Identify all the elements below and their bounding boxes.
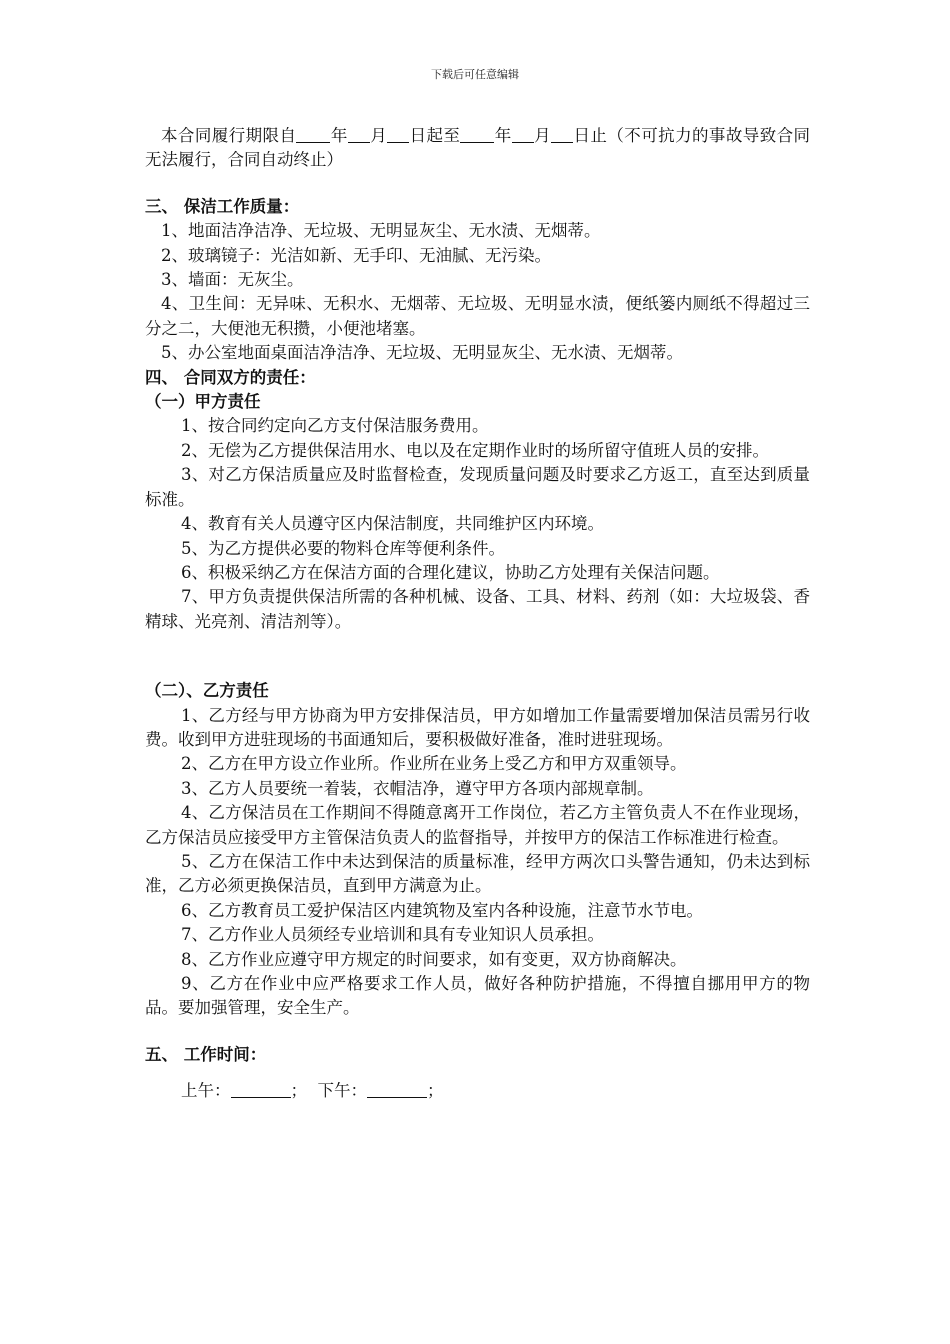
party-b-item: 6、乙方教育员工爱护保洁区内建筑物及室内各种设施，注意节水节电。: [181, 900, 703, 920]
am-separator: ；: [290, 1081, 307, 1101]
party-a-item: 7、甲方负责提供保洁所需的各种机械、设备、工具、材料、药剂（如：大垃圾袋、香精球、光亮剂、清洁剂等）。: [145, 587, 810, 631]
party-b-item: 5、乙方在保洁工作中未达到保洁的质量标准，经甲方两次口头警告通知，仍未达到标准，乙方必须更换保洁员，直到甲方满意为止。: [145, 851, 810, 896]
term-day-label: 日起至: [409, 126, 461, 145]
document-body: [145, 124, 810, 1104]
blank-start-day: [387, 126, 409, 143]
page-header-watermark: 下载后可任意编辑: [431, 68, 519, 81]
am-label: 上午：: [181, 1081, 231, 1101]
party-b-title: （二）、乙方责任: [145, 681, 269, 701]
party-b-item: 8、乙方作业应遵守甲方规定的时间要求，如有变更，双方协商解决。: [181, 949, 687, 969]
term-month-label: 月: [369, 126, 388, 145]
party-a-item: 1、按合同约定向乙方支付保洁服务费用。: [181, 416, 489, 436]
pm-label: 下午：: [317, 1081, 367, 1101]
blank-end-day: [551, 126, 573, 143]
party-b-item: 2、乙方在甲方设立作业所。作业所在业务上受乙方和甲方双重领导。: [181, 754, 687, 774]
party-a-item: 6、积极采纳乙方在保洁方面的合理化建议，协助乙方处理有关保洁问题。: [181, 562, 720, 582]
party-b-item: 3、乙方人员要统一着装，衣帽洁净，遵守甲方各项内部规章制。: [181, 778, 654, 798]
blank-end-month: [512, 126, 534, 143]
party-a-item: 5、为乙方提供必要的物料仓库等便利条件。: [181, 538, 505, 558]
work-time-row: [145, 1079, 810, 1103]
term-text-start: 本合同履行期限自: [161, 126, 297, 145]
party-b-item: 1、乙方经与甲方协商为甲方安排保洁员，甲方如增加工作量需要增加保洁员需另行收费。收到甲方进驻现场的书面通知后，要积极做好准备，准时进驻现场。: [145, 705, 810, 749]
contract-term-paragraph: [145, 124, 810, 173]
pm-time-blank: [367, 1081, 427, 1098]
party-a-item: 4、教育有关人员遵守区内保洁制度，共同维护区内环境。: [181, 514, 604, 534]
quality-item: 4、卫生间：无异味、无积水、无烟蒂、无垃圾、无明显水渍，便纸篓内厕纸不得超过三分之二，大便池无积攒，小便池堵塞。: [145, 294, 810, 338]
party-b-item: 4、乙方保洁员在工作期间不得随意离开工作岗位，若乙方主管负责人不在作业现场，乙方保洁员应接受甲方主管保洁负责人的监督指导，并按甲方的保洁工作标准进行检查。: [145, 803, 810, 847]
quality-item: 5、办公室地面桌面洁净洁净、无垃圾、无明显灰尘、无水渍、无烟蒂。: [161, 343, 683, 363]
blank-end-year: [460, 126, 494, 143]
term-month-label-2: 月: [533, 126, 552, 145]
party-a-item: 2、无偿为乙方提供保洁用水、电以及在定期作业时的场所留守值班人员的安排。: [181, 440, 769, 460]
party-a-title: （一）甲方责任: [145, 392, 261, 412]
blank-start-month: [348, 126, 370, 143]
quality-item: 1、地面洁净洁净、无垃圾、无明显灰尘、无水渍、无烟蒂。: [161, 221, 601, 241]
party-a-item: 3、对乙方保洁质量应及时监督检查，发现质量问题及时要求乙方返工，直至达到质量标准。: [145, 465, 810, 509]
pm-separator: ；: [427, 1081, 444, 1101]
party-b-item: 9、乙方在作业中应严格要求工作人员，做好各种防护措施，不得擅自挪用甲方的物品。要加强管理，安全生产。: [145, 974, 810, 1018]
term-year-label-2: 年: [494, 126, 512, 145]
section-5-title: 五、 工作时间：: [145, 1044, 267, 1064]
term-text-end: 日止（不可抗力的事故导致合同无法履行，合同自动终止）: [145, 126, 811, 170]
party-b-item: 7、乙方作业人员须经专业培训和具有专业知识人员承担。: [181, 925, 604, 945]
quality-item: 3、墙面：无灰尘。: [161, 270, 304, 290]
term-year-label: 年: [330, 126, 348, 145]
am-time-blank: [231, 1081, 291, 1098]
blank-start-year: [296, 126, 330, 143]
section-3-title: 三、 保洁工作质量：: [145, 196, 300, 216]
section-4-title: 四、 合同双方的责任：: [145, 367, 316, 387]
quality-item: 2、玻璃镜子：光洁如新、无手印、无油腻、无污染。: [161, 245, 551, 265]
